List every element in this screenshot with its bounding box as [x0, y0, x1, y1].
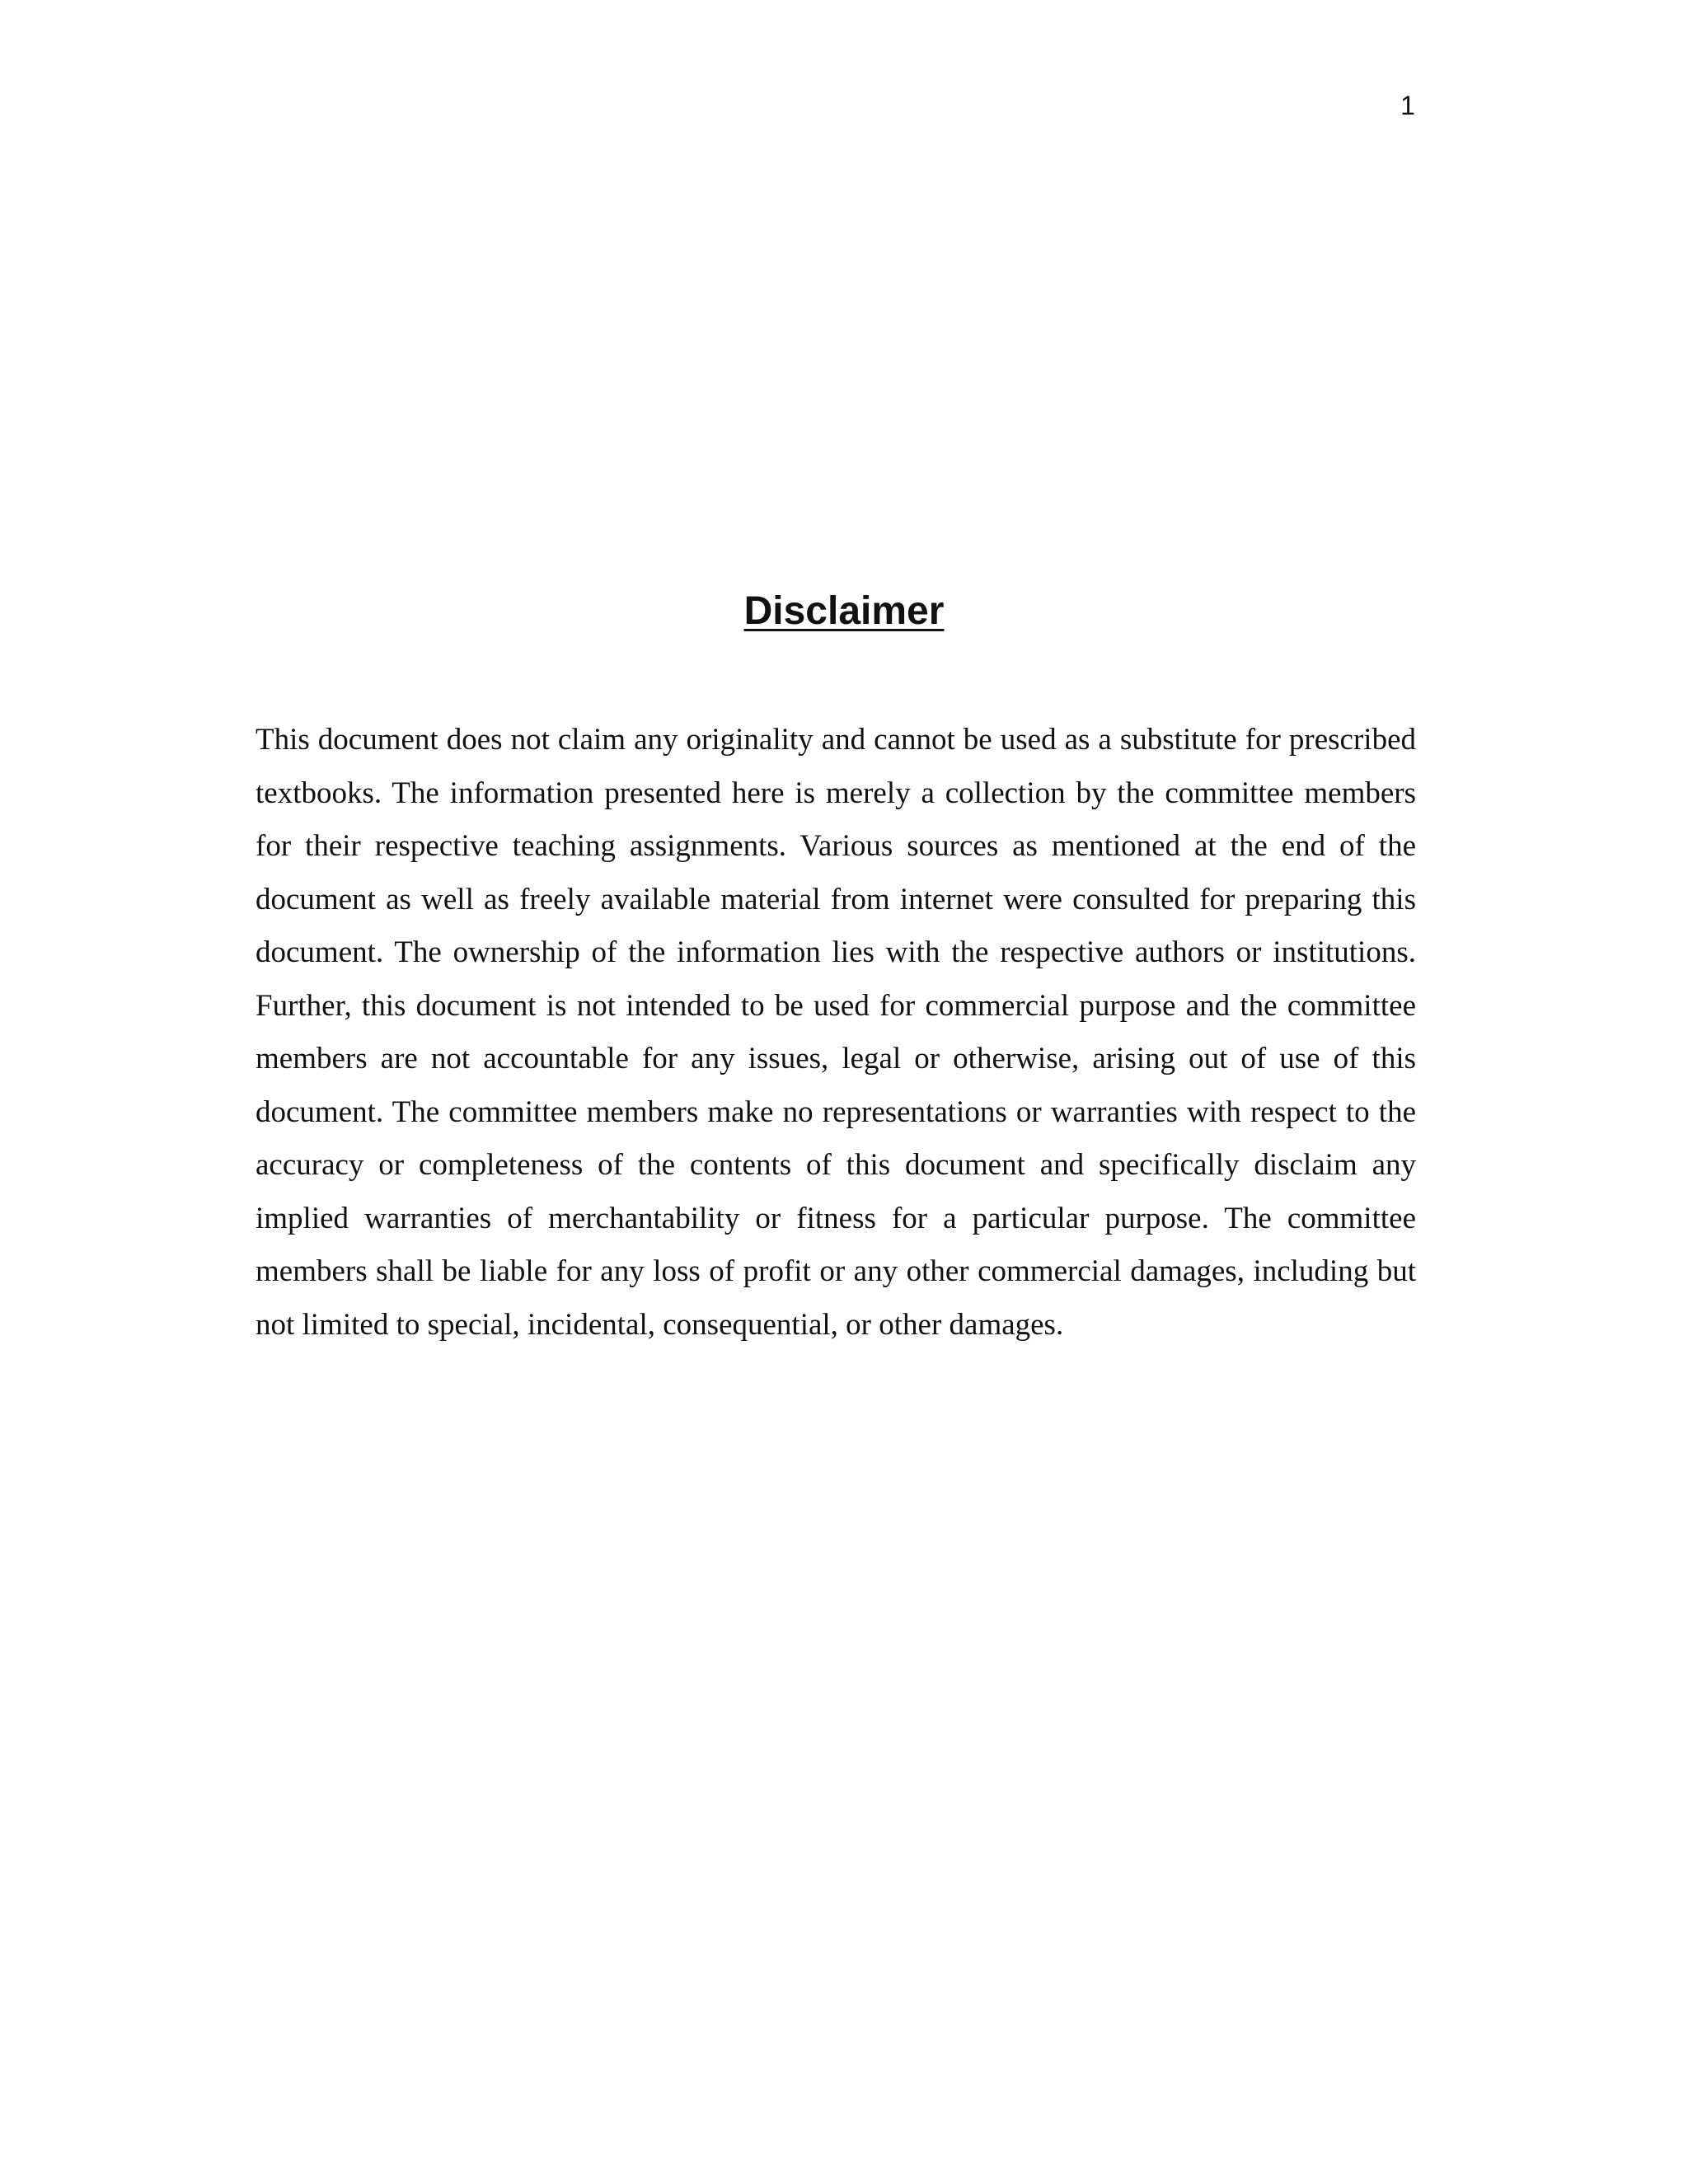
page-number: 1 — [1400, 91, 1415, 120]
page-title — [0, 587, 1688, 636]
disclaimer-paragraph: This document does not claim any originality and cannot be used as a substitute for prescribed textbooks. The information presented here is merely a collection by the committee members for their respective teaching assignments. Various sources as mentioned at the end of the document as well as freely available material from internet were consulted for preparing this document. The ownership of the information lies with the respective authors or institutions. Further, this document is not intended to be used for commercial purpose and the committee members are not accountable for any issues, legal or otherwise, arising out of use of this document. The committee members make no representations or warranties with respect to the accuracy or completeness of the contents of this document and specifically disclaim any implied warranties of merchantability or fitness for a particular purpose. The committee members shall be liable for any loss of profit or any other commercial damages, including but not limited to special, incidental, consequential, or other damages. — [256, 723, 1416, 1342]
page-title-text: Disclaimer — [743, 589, 945, 633]
